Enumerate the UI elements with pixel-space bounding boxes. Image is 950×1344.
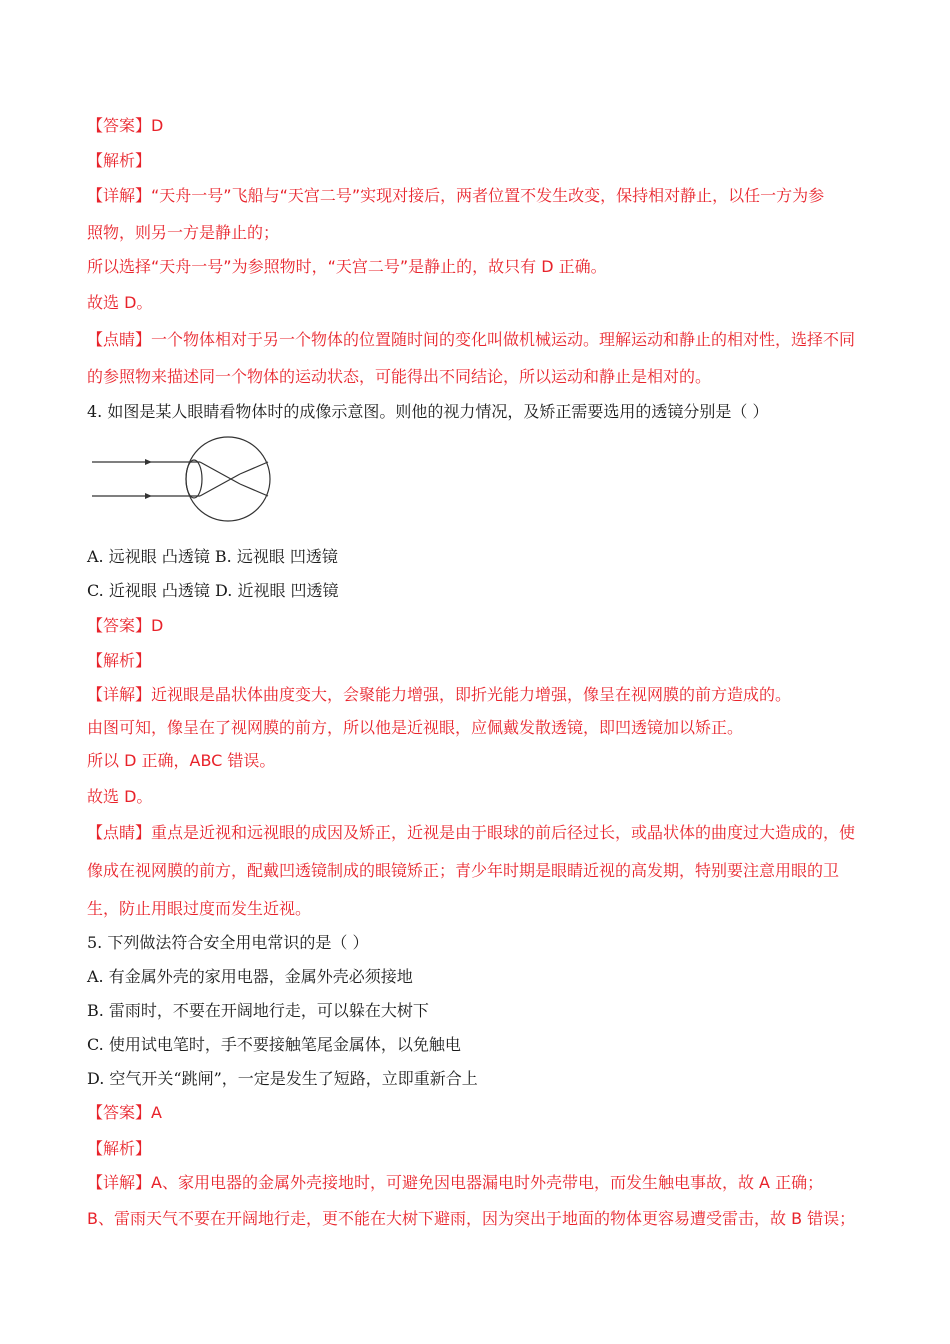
q4-detail-line-2: 由图可知，像呈在了视网膜的前方，所以他是近视眼，应佩戴发散透镜，即凹透镜加以矫正。 [87,718,744,737]
refracted-ray-bottom [200,474,240,496]
q3-detail-line-1: 【详解】“天舟一号”飞船与“天宫二号”实现对接后，两者位置不发生改变，保持相对静止，以任一方为参 [87,186,825,205]
q4-comment-line-2: 像成在视网膜的前方，配戴凹透镜制成的眼镜矫正；青少年时期是眼睛近视的高发期，特别要注意用眼的卫 [87,861,840,880]
q4-question: 4. 如图是某人眼睛看物体时的成像示意图。则他的视力情况，及矫正需要选用的透镜分别是（ ） [87,402,769,421]
q4-comment-line-1: 【点睛】重点是近视和远视眼的成因及矫正，近视是由于眼球的前后径过长，或晶状体的曲度过大造成的，使 [87,823,856,842]
q5-analysis-label: 【解析】 [87,1139,152,1158]
q5-detail-line-1: 【详解】A、家用电器的金属外壳接地时，可避免因电器漏电时外壳带电，而发生触电事故，故 A 正确； [87,1173,824,1192]
q4-options-row-2: C. 近视眼 凸透镜 D. 近视眼 凹透镜 [87,581,339,600]
q5-option-d: D. 空气开关“跳闸”，一定是发生了短路，立即重新合上 [87,1069,478,1088]
eye-lens [186,460,202,498]
ray-arrow-top [145,459,152,465]
eyeball-outline [186,437,270,521]
q4-detail-line-3: 所以 D 正确，ABC 错误。 [87,751,276,770]
diverging-ray-top [240,484,268,496]
eye-diagram [90,436,280,536]
q3-comment-line-1: 【点睛】一个物体相对于另一个物体的位置随时间的变化叫做机械运动。理解运动和静止的相对性，选择不同 [87,330,856,349]
q5-option-a: A. 有金属外壳的家用电器，金属外壳必须接地 [87,967,413,986]
q3-detail-line-2: 照物，则另一方是静止的； [87,223,280,242]
q4-detail-line-4: 故选 D。 [87,787,153,806]
q5-option-b: B. 雷雨时，不要在开阔地行走，可以躲在大树下 [87,1001,429,1020]
q5-answer: 【答案】A [87,1103,162,1122]
refracted-ray-top [200,462,240,484]
q3-comment-line-2: 的参照物来描述同一个物体的运动状态，可能得出不同结论，所以运动和静止是相对的。 [87,367,712,386]
q3-analysis-label: 【解析】 [87,151,152,170]
q3-answer: 【答案】D [87,116,164,135]
q4-options-row-1: A. 远视眼 凸透镜 B. 远视眼 凹透镜 [87,547,338,566]
ray-arrow-bottom [145,493,152,499]
q3-detail-line-4: 故选 D。 [87,293,153,312]
q4-answer: 【答案】D [87,616,164,635]
q5-question: 5. 下列做法符合安全用电常识的是（ ） [87,933,369,952]
q4-comment-line-3: 生，防止用眼过度而发生近视。 [87,899,312,918]
q4-analysis-label: 【解析】 [87,651,152,670]
q5-option-c: C. 使用试电笔时，手不要接触笔尾金属体，以免触电 [87,1035,461,1054]
q4-detail-line-1: 【详解】近视眼是晶状体曲度变大，会聚能力增强，即折光能力增强，像呈在视网膜的前方造成的。 [87,685,792,704]
diverging-ray-bottom [240,462,268,474]
q3-detail-line-3: 所以选择“天舟一号”为参照物时，“天宫二号”是静止的，故只有 D 正确。 [87,257,607,276]
q5-detail-line-2: B、雷雨天气不要在开阔地行走，更不能在大树下避雨，因为突出于地面的物体更容易遭受雷击，故 B 错误； [87,1209,856,1228]
